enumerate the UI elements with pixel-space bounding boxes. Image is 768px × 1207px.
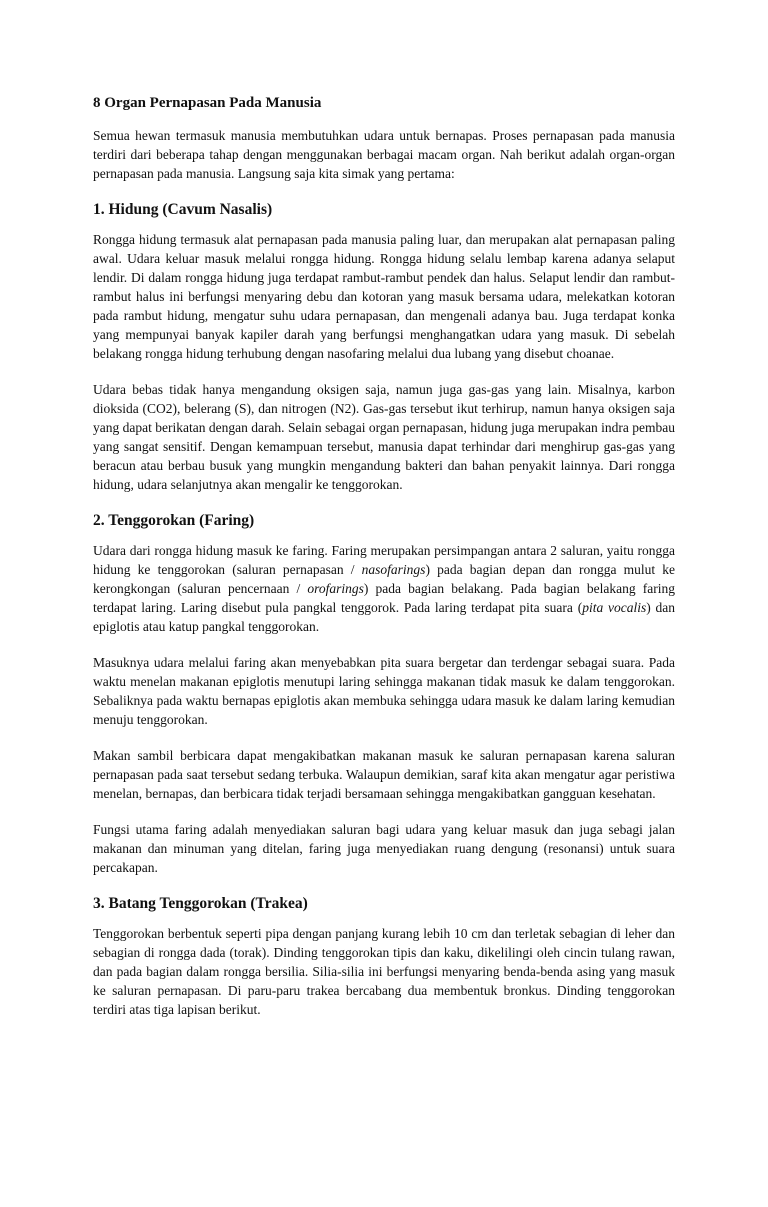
faring-p1-part-a: Udara dari rongga hidung masuk ke faring. Faring merupakan persimpangan antara 2 saluran, yaitu rongga hidung ke tenggorokan (saluran pernapasan / [93,543,675,577]
faring-term-nasofarings: nasofarings [361,562,426,577]
hidung-paragraph-1: Rongga hidung termasuk alat pernapasan pada manusia paling luar, dan merupakan alat pernapasan paling awal. Udara keluar masuk melalui rongga hidung. Rongga hidung selalu lembap karena adanya selaput lendir. Di dalam rongga hidung juga terdapat rambut-rambut pendek dan halus. Selaput lendir dan rambut-rambut halus ini berfungsi menyaring debu dan kotoran yang masuk bersama udara, melekatkan kotoran pada rambut hidung, mengatur suhu udara pernapasan, dan mengenali adanya bau. Juga terdapat konka yang mempunyai banyak kapiler darah yang berfungsi menghangatkan udara yang masuk. Di sebelah belakang rongga hidung terhubung dengan nasofaring melalui dua lubang yang disebut choanae. [93,232,675,361]
section-heading-trakea: 3. Batang Tenggorokan (Trakea) [93,895,308,912]
faring-p1-part-c: ) pada bagian belakang. Pada bagian belakang faring terdapat laring. Laring disebut pula pangkal tenggorok. Pada laring terdapat pita suara ( [93,581,675,615]
faring-paragraph-2: Masuknya udara melalui faring akan menyebabkan pita suara bergetar dan terdengar sebagai suara. Pada waktu menelan makanan epiglotis menutupi laring sehingga makanan tidak masuk ke dalam tenggorokan. Sebaliknya pada waktu bernapas epiglotis akan membuka sehingga udara masuk ke dalam laring kemudian menuju tenggorokan. [93,655,675,727]
faring-p1-part-b: ) pada bagian depan dan rongga mulut ke kerongkongan (saluran pencernaan / [93,562,676,596]
faring-p1-part-d: ) dan epiglotis atau katup pangkal tenggorokan. [93,600,675,634]
faring-term-pita-vocalis: pita vocalis [582,600,647,615]
faring-paragraph-1 [93,541,675,636]
hidung-paragraph-2: Udara bebas tidak hanya mengandung oksigen saja, namun juga gas-gas yang lain. Misalnya, karbon dioksida (CO2), belerang (S), dan nitrogen (N2). Gas-gas tersebut ikut terhirup, namun hanya oksigen saja yang dapat berikatan dengan darah. Selain sebagai organ pernapasan, hidung juga merupakan indra pembau yang sangat sensitif. Dengan kemampuan tersebut, manusia dapat terhindar dari menghirup gas-gas yang beracun atau berbau busuk yang mungkin mengandung bakteri dan bahan penyakit lainnya. Dari rongga hidung, udara selanjutnya akan mengalir ke tenggorokan. [93,382,675,492]
section-heading-faring: 2. Tenggorokan (Faring) [93,512,255,529]
trakea-paragraph-1: Tenggorokan berbentuk seperti pipa dengan panjang kurang lebih 10 cm dan terletak sebagian di leher dan sebagian di rongga dada (torak). Dinding tenggorokan tipis dan kaku, dikelilingi oleh cincin tulang rawan, dan pada bagian dalam rongga bersilia. Silia-silia ini berfungsi menyaring benda-benda asing yang masuk ke saluran pernapasan. Di paru-paru trakea bercabang dua membentuk bronkus. Dinding tenggorokan terdiri atas tiga lapisan berikut. [93,926,675,1017]
faring-paragraph-4: Fungsi utama faring adalah menyediakan saluran bagi udara yang keluar masuk dan juga sebagi jalan makanan dan minuman yang ditelan, faring juga menyediakan ruang dengung (resonansi) untuk suara percakapan. [93,822,675,875]
document-title: 8 Organ Pernapasan Pada Manusia [93,95,322,111]
document-page [93,94,675,1036]
intro-paragraph: Semua hewan termasuk manusia membutuhkan udara untuk bernapas. Proses pernapasan pada manusia terdiri dari beberapa tahap dengan menggunakan berbagai macam organ. Nah berikut adalah organ-organ pernapasan pada manusia. Langsung saja kita simak yang pertama: [93,128,675,181]
faring-paragraph-3: Makan sambil berbicara dapat mengakibatkan makanan masuk ke saluran pernapasan karena saluran pernapasan pada saat tersebut sedang terbuka. Walaupun demikian, saraf kita akan mengatur agar peristiwa menelan, bernapas, dan berbicara tidak terjadi bersamaan sehingga mengakibatkan gangguan kesehatan. [93,748,675,801]
section-heading-hidung: 1. Hidung (Cavum Nasalis) [93,201,273,218]
faring-term-orofarings: orofarings [307,581,364,596]
